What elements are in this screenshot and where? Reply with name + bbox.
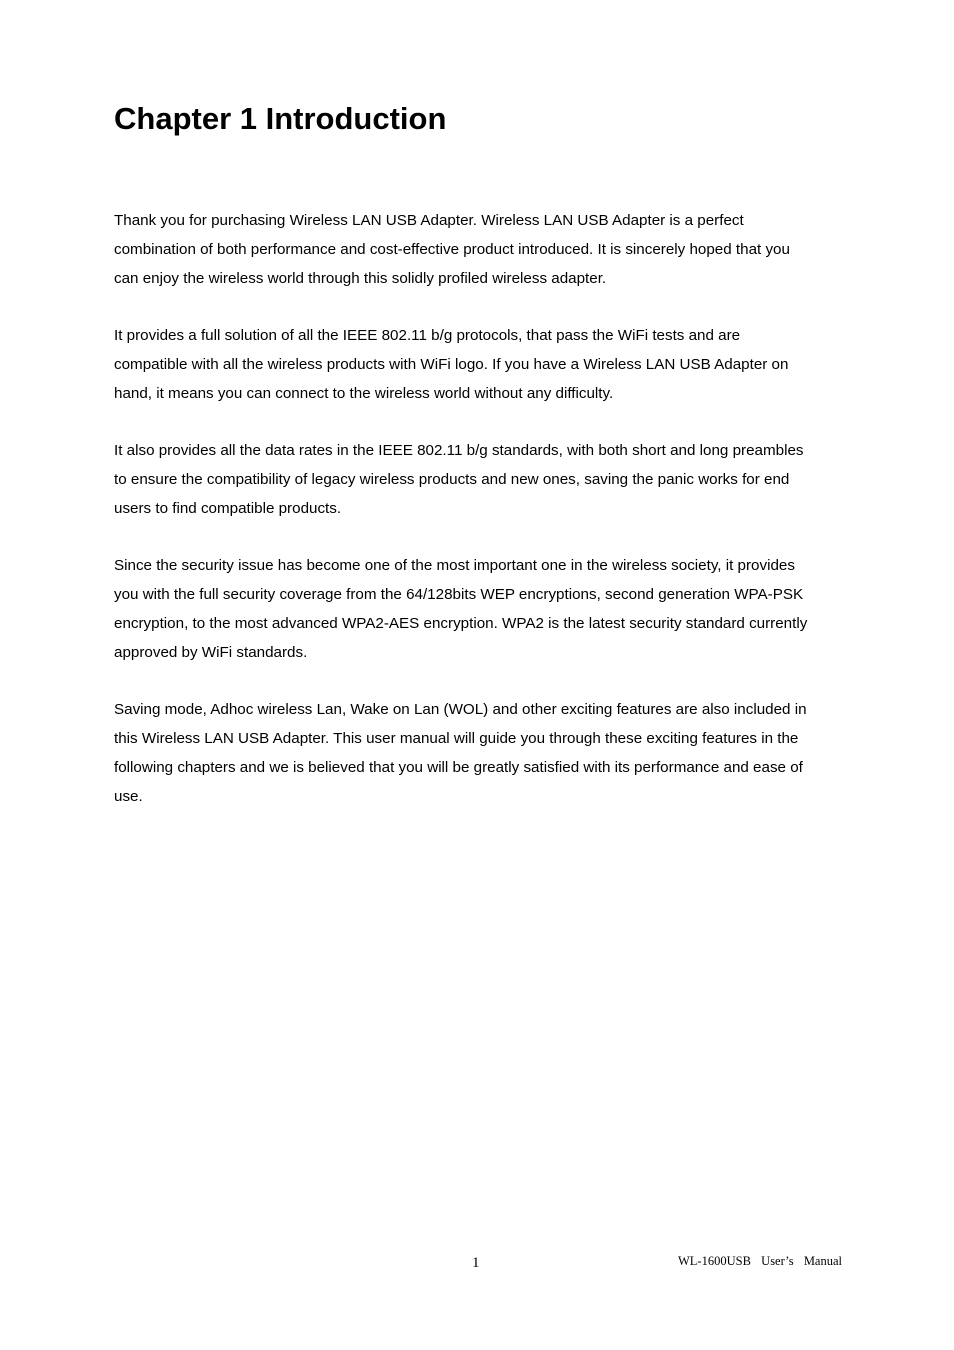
paragraph-line: Thank you for purchasing Wireless LAN USB Adapter. Wireless LAN USB Adapter is a perfect [114,212,744,229]
paragraph-line: use. [114,788,143,805]
paragraph-line: encryption, to the most advanced WPA2-AES encryption. WPA2 is the latest security standard currently [114,615,808,632]
paragraph-line: users to find compatible products. [114,500,342,517]
page-number: 1 [472,1255,480,1271]
body-text [114,206,854,839]
paragraph-line: compatible with all the wireless products with WiFi logo. If you have a Wireless LAN USB Adapter on [114,356,789,373]
paragraph-line: Saving mode, Adhoc wireless Lan, Wake on Lan (WOL) and other exciting features are also included in [114,701,807,718]
paragraph-3 [114,436,854,523]
footer-manual-title: WL-1600USB User’s Manual [678,1254,842,1268]
paragraph-line: Since the security issue has become one of the most important one in the wireless society, it provides [114,557,795,574]
paragraph-2 [114,321,854,408]
paragraph-line: you with the full security coverage from the 64/128bits WEP encryptions, second generation WPA-PSK [114,586,804,603]
paragraph-line: to ensure the compatibility of legacy wireless products and new ones, saving the panic works for end [114,471,790,488]
paragraph-4 [114,551,854,667]
paragraph-line: following chapters and we is believed that you will be greatly satisfied with its performance and ease of [114,759,803,776]
paragraph-1 [114,206,854,293]
paragraph-line: approved by WiFi standards. [114,644,308,661]
paragraph-line: this Wireless LAN USB Adapter. This user manual will guide you through these exciting features in the [114,730,799,747]
paragraph-line: hand, it means you can connect to the wireless world without any difficulty. [114,385,614,402]
paragraph-line: It provides a full solution of all the IEEE 802.11 b/g protocols, that pass the WiFi tests and are [114,327,741,344]
paragraph-line: can enjoy the wireless world through this solidly profiled wireless adapter. [114,270,607,287]
paragraph-line: It also provides all the data rates in the IEEE 802.11 b/g standards, with both short and long preambles [114,442,804,459]
paragraph-5 [114,695,854,811]
chapter-title: Chapter 1 Introduction [114,101,447,136]
paragraph-line: combination of both performance and cost-effective product introduced. It is sincerely hoped that you [114,241,790,258]
